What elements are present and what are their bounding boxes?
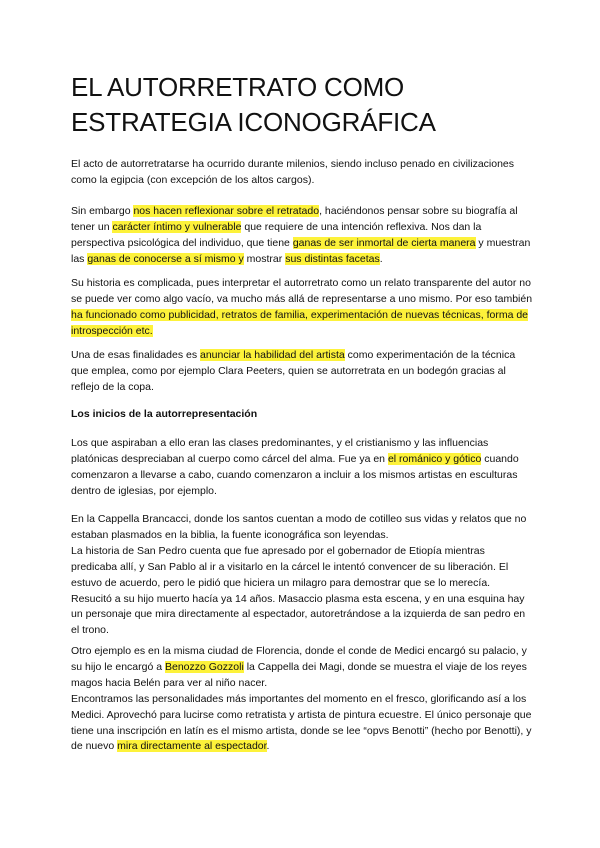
section-heading: Los inicios de la autorrepresentación: [71, 408, 258, 420]
paragraph-beginnings: Los que aspiraban a ello eran las clases predominantes, y el cristianismo y las influencias platónicas despreciaban al cuerpo como cárcel del alma. Fue ya en el románico y gótico cuando comenzaron a llevarse a cabo, cuando comenzaron a incluir a los mismos artistas en esculturas dentro de iglesias, por ejemplo.: [71, 437, 519, 497]
paragraph-history: Su historia es complicada, pues interpretar el autorretrato como un relato transparente del autor no se puede ver como algo vacío, va mucho más allá de representarse a uno mismo. Por eso también ha funcionado como publicidad, retratos de familia, experimentación de nuevas técnicas, forma de introspección etc.: [71, 277, 533, 337]
highlight: Benozzo Gozzoli: [164, 660, 244, 673]
highlight: mira directamente al espectador: [117, 740, 267, 753]
highlight: ha funcionado como publicidad, retratos de familia, experimentación de nuevas técnicas, forma de introspección etc.: [71, 308, 529, 337]
highlight: carácter íntimo y vulnerable: [112, 220, 242, 233]
paragraph-intro: El acto de autorretratarse ha ocurrido durante milenios, siendo incluso penado en civilizaciones como la egipcia (con excepción de los altos cargos).: [71, 158, 515, 186]
paragraph-florence: Otro ejemplo es en la misma ciudad de Florencia, donde el conde de Medici encargó su palacio, y su hijo le encargó a Benozzo Gozzoli la Cappella dei Magi, donde se muestra el viaje de los reyes magos hacia Belén para ver al niño nacer. Encontramos las personalidades más importantes del momento en el fresco, glorificando así a los Medici. Aprovechó para lucirse como retratista y artista de pintura ecuestre. El único personaje que tiene una inscripción en latín es el mismo artista, donde se lee “opvs Benotti” (hecho por Benotti), y de nuevo mira directamente al espectador.: [71, 645, 532, 753]
document-title: [71, 70, 541, 140]
paragraph-reflection: Sin embargo nos hacen reflexionar sobre el retratado, haciéndonos pensar sobre su biografía al tener un carácter íntimo y vulnerable que requiere de una intención reflexiva. Nos dan la perspectiva psicológica del individuo, que tiene ganas de ser inmortal de cierta manera y muestran las ganas de conocerse a sí mismo y mostrar sus distintas facetas.: [71, 205, 531, 265]
paragraph-purposes: Una de esas finalidades es anunciar la habilidad del artista como experimentación de la técnica que emplea, como por ejemplo Clara Peeters, quien se autorretrata en un bodegón gracias al reflejo de la copa.: [71, 349, 516, 393]
highlight: nos hacen reflexionar sobre el retratado: [133, 205, 320, 217]
highlight: sus distintas facetas: [285, 252, 380, 265]
highlight: ganas de ser inmortal de cierta manera: [292, 236, 476, 249]
title-line-2: ESTRATEGIA ICONOGRÁFICA: [71, 107, 436, 137]
title-line-1: EL AUTORRETRATO COMO: [71, 72, 405, 102]
paragraph-brancacci: En la Cappella Brancacci, donde los santos cuentan a modo de cotilleo sus vidas y relatos que no estaban plasmados en la biblia, la fuente iconográfica son leyendas. La historia de San Pedro cuenta que fue apresado por el gobernador de Etiopía mientras predicaba allí, y San Pablo al ir a visitarlo en la cárcel le intentó convencer de su liberación. El estuvo de acuerdo, pero le pidió que hiciera un milagro para demostrar que se lo merecía. Resucitó a su hijo muerto hacía ya 14 años. Masaccio plasma esta escena, y en una esquina hay un personaje que mira directamente al espectador, autoretrándose a la izquierda de san pedro en el trono.: [71, 513, 527, 637]
highlight: el románico y gótico: [387, 452, 482, 465]
highlight: ganas de conocerse a sí mismo y: [87, 252, 244, 265]
highlight: anunciar la habilidad del artista: [200, 349, 345, 361]
